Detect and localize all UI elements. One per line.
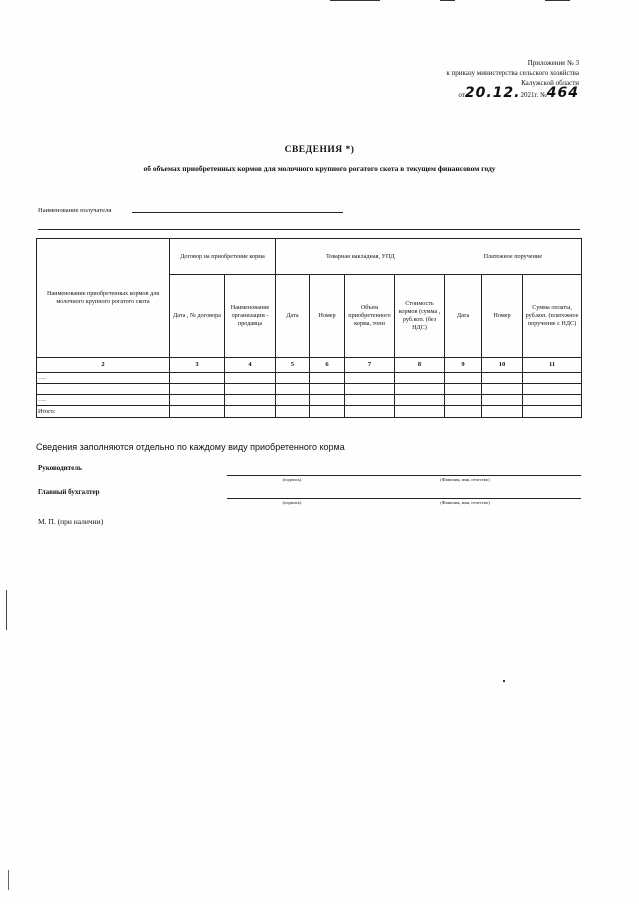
scan-margin-mark	[8, 870, 9, 890]
col-num: 2	[37, 358, 170, 373]
table-cell	[523, 395, 582, 406]
head-name-caption: (Фамилия, имя, отчество)	[440, 477, 490, 482]
scan-dot	[503, 680, 505, 682]
table-cell	[445, 406, 482, 418]
table-cell	[482, 373, 523, 384]
col-num: 10	[482, 358, 523, 373]
scan-margin-mark	[6, 590, 7, 630]
table-row	[37, 384, 582, 395]
accountant-signature-line	[227, 498, 581, 499]
header-invoice-volume: Объем приобретенного корма, тонн	[345, 275, 395, 358]
col-num: 5	[276, 358, 310, 373]
header-payment-date: Дата	[445, 275, 482, 358]
table-cell	[345, 395, 395, 406]
handwritten-number: 464	[546, 85, 579, 101]
header-payment-sum: Сумма оплаты, руб.коп. (платежное поручение с НДС)	[523, 275, 582, 358]
accountant-signature-label: Главный бухгалтер	[38, 488, 100, 496]
table-cell	[395, 384, 445, 395]
table-cell	[170, 395, 225, 406]
appendix-region: Калужской области	[521, 79, 579, 87]
table-cell	[482, 395, 523, 406]
header-payment-group: Платежное поручение	[445, 239, 582, 275]
total-row	[37, 406, 582, 418]
header-invoice-date: Дата	[276, 275, 310, 358]
col-num: 6	[310, 358, 345, 373]
appendix-date-line	[379, 85, 579, 101]
head-signature-line	[227, 475, 581, 476]
row-placeholder: ….	[37, 395, 170, 406]
data-table	[36, 238, 582, 418]
filling-note: Сведения заполняются отдельно по каждому виду приобретенного корма	[36, 442, 345, 452]
table-cell	[345, 406, 395, 418]
table-cell	[310, 384, 345, 395]
scan-edge-line	[440, 0, 455, 1]
table-cell	[170, 406, 225, 418]
header-contract-group: Договор на приобретение корма	[170, 239, 276, 275]
appendix-block	[379, 58, 579, 100]
col-num: 11	[523, 358, 582, 373]
table-cell	[225, 384, 276, 395]
column-number-row	[37, 358, 582, 373]
recipient-field-line	[132, 212, 343, 213]
row-placeholder	[37, 384, 170, 395]
stamp-place-label: М. П. (при наличии)	[38, 517, 104, 526]
col-num: 4	[225, 358, 276, 373]
header-contract-date: Дата , № договора	[170, 275, 225, 358]
recipient-label: Наименование получателя	[38, 207, 112, 214]
table-cell	[225, 373, 276, 384]
header-invoice-group: Товарная накладная, УПД	[276, 239, 445, 275]
table-cell	[225, 395, 276, 406]
header-contract-org: Наименование организации - продавца	[225, 275, 276, 358]
table-cell	[276, 395, 310, 406]
col-num: 3	[170, 358, 225, 373]
table-cell	[445, 395, 482, 406]
header-invoice-number: Номер	[310, 275, 345, 358]
header-invoice-cost: Стоимость кормов (сумма , руб.коп. (без НДС)	[395, 275, 445, 358]
table-cell	[345, 373, 395, 384]
table-cell	[395, 406, 445, 418]
table-cell	[170, 373, 225, 384]
date-prefix: от	[458, 91, 465, 99]
col-num: 7	[345, 358, 395, 373]
table-cell	[523, 373, 582, 384]
table-cell	[310, 395, 345, 406]
recipient-field-line-2	[38, 229, 580, 230]
table-cell	[395, 373, 445, 384]
table-cell	[170, 384, 225, 395]
scan-edge-line	[545, 0, 570, 1]
table-cell	[445, 384, 482, 395]
header-payment-number: Номер	[482, 275, 523, 358]
document-title: СВЕДЕНИЯ *)	[284, 145, 355, 155]
accountant-signature-caption: (подпись)	[282, 500, 302, 505]
table-cell	[276, 373, 310, 384]
head-signature-label: Руководитель	[38, 464, 82, 472]
table-cell	[523, 406, 582, 418]
table-cell	[225, 406, 276, 418]
total-label: Итого:	[37, 406, 170, 418]
table-cell	[482, 384, 523, 395]
accountant-name-caption: (Фамилия, имя, отчество)	[440, 500, 490, 505]
table-cell	[445, 373, 482, 384]
table-row	[37, 373, 582, 384]
table-row	[37, 395, 582, 406]
scan-edge-line	[330, 0, 380, 1]
document-subtitle: об объемах приобретенных кормов для молочного крупного рогатого скота в текущем финансовом году	[143, 164, 496, 173]
col-num: 9	[445, 358, 482, 373]
year-text: 2021г. №	[520, 91, 547, 99]
handwritten-date: 20.12.	[464, 85, 521, 101]
table-cell	[345, 384, 395, 395]
appendix-number: Приложение № 3	[527, 59, 579, 67]
table-cell	[310, 406, 345, 418]
row-placeholder: ….	[37, 373, 170, 384]
col-num: 8	[395, 358, 445, 373]
header-feed-name: Наименование приобретенных кормов для молочного крупного рогатого скота	[37, 239, 170, 358]
table-cell	[482, 406, 523, 418]
table-cell	[395, 395, 445, 406]
head-signature-caption: (подпись)	[282, 477, 302, 482]
table-cell	[523, 384, 582, 395]
table-cell	[310, 373, 345, 384]
appendix-order: к приказу министерства сельского хозяйства	[446, 69, 579, 77]
table-cell	[276, 406, 310, 418]
table-cell	[276, 384, 310, 395]
